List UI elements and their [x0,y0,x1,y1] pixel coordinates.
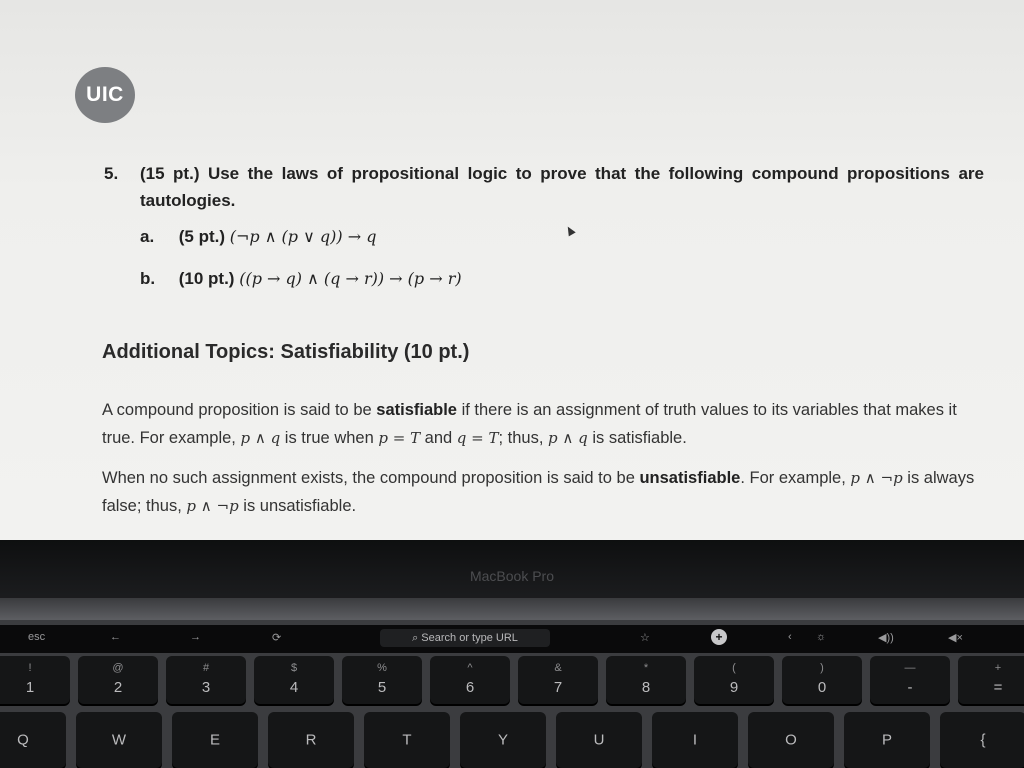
key-7[interactable]: & 7 [518,656,598,704]
mute-icon[interactable]: ◀× [948,632,963,644]
key-letter-10[interactable]: P [844,712,930,768]
key-3[interactable]: # 3 [166,656,246,704]
key-letter-1[interactable]: Q [0,712,66,768]
key-letter-4[interactable]: R [268,712,354,768]
question-5 [104,160,984,214]
part-points: (10 pt.) [178,269,235,288]
brightness-icon[interactable]: ☼ [816,631,827,643]
key-6[interactable]: ^ 6 [430,656,510,704]
key-letter-3[interactable]: E [172,712,258,768]
laptop-hinge [0,598,1024,620]
question-text: (15 pt.) Use the laws of propositional logic to prove that the following compound propositions are tautologies. [140,164,984,210]
reload-icon[interactable]: ⟳ [272,632,282,644]
key-12[interactable]: + = [958,656,1024,704]
touchbar-esc[interactable]: esc [28,631,46,643]
term-satisfiable: satisfiable [376,401,457,419]
question-number: 5. [104,164,119,183]
mouse-cursor-icon [564,225,575,237]
key-letter-9[interactable]: O [748,712,834,768]
key-letter-11[interactable]: { [940,712,1024,768]
part-formula: ((p → q) ∧ (q → r)) → (p → r) [239,269,462,288]
satisfiable-paragraph: A compound proposition is said to be satisfiable if there is an assignment of truth values to its variables that makes it true. For example, p ∧ q is true when p = T and q = T; thus, p ∧ q is satisfiable. [102,401,957,447]
part-b [140,269,462,289]
volume-icon[interactable]: ◀)) [878,632,894,644]
uic-logo: UIC [75,67,135,123]
unsatisfiable-paragraph: When no such assignment exists, the compound proposition is said to be unsatisfiable. For example, p ∧ ¬p is always false; thus, p ∧ ¬p is unsatisfiable. [102,469,975,515]
key-4[interactable]: $ 4 [254,656,334,704]
section-heading: Additional Topics: Satisfiability (10 pt.) [102,341,470,363]
part-formula: (¬p ∧ (p ∨ q)) → q [229,227,377,246]
back-arrow-icon[interactable]: ← [110,631,121,643]
search-icon: ⌕ [412,631,422,644]
key-5[interactable]: % 5 [342,656,422,704]
star-icon[interactable]: ☆ [640,632,650,644]
key-letter-6[interactable]: Y [460,712,546,768]
part-label: a. [140,227,155,246]
key-10[interactable]: ) 0 [782,656,862,704]
key-letter-5[interactable]: T [364,712,450,768]
key-letter-8[interactable]: I [652,712,738,768]
part-a [140,227,376,247]
key-9[interactable]: ( 9 [694,656,774,704]
term-unsatisfiable: unsatisfiable [639,469,741,487]
part-points: (5 pt.) [178,227,226,246]
new-tab-plus-icon[interactable]: + [711,629,727,645]
key-letter-7[interactable]: U [556,712,642,768]
key-2[interactable]: @ 2 [78,656,158,704]
touchbar-search[interactable]: ⌕ Search or type URL [380,629,550,647]
forward-arrow-icon[interactable]: → [190,631,201,643]
key-8[interactable]: * 8 [606,656,686,704]
key-1[interactable]: ! 1 [0,656,70,704]
key-letter-2[interactable]: W [76,712,162,768]
laptop-brand: MacBook Pro [469,568,555,584]
collapse-chevron-icon[interactable]: ‹ [788,631,792,643]
part-label: b. [140,269,156,288]
key-11[interactable]: — - [870,656,950,704]
